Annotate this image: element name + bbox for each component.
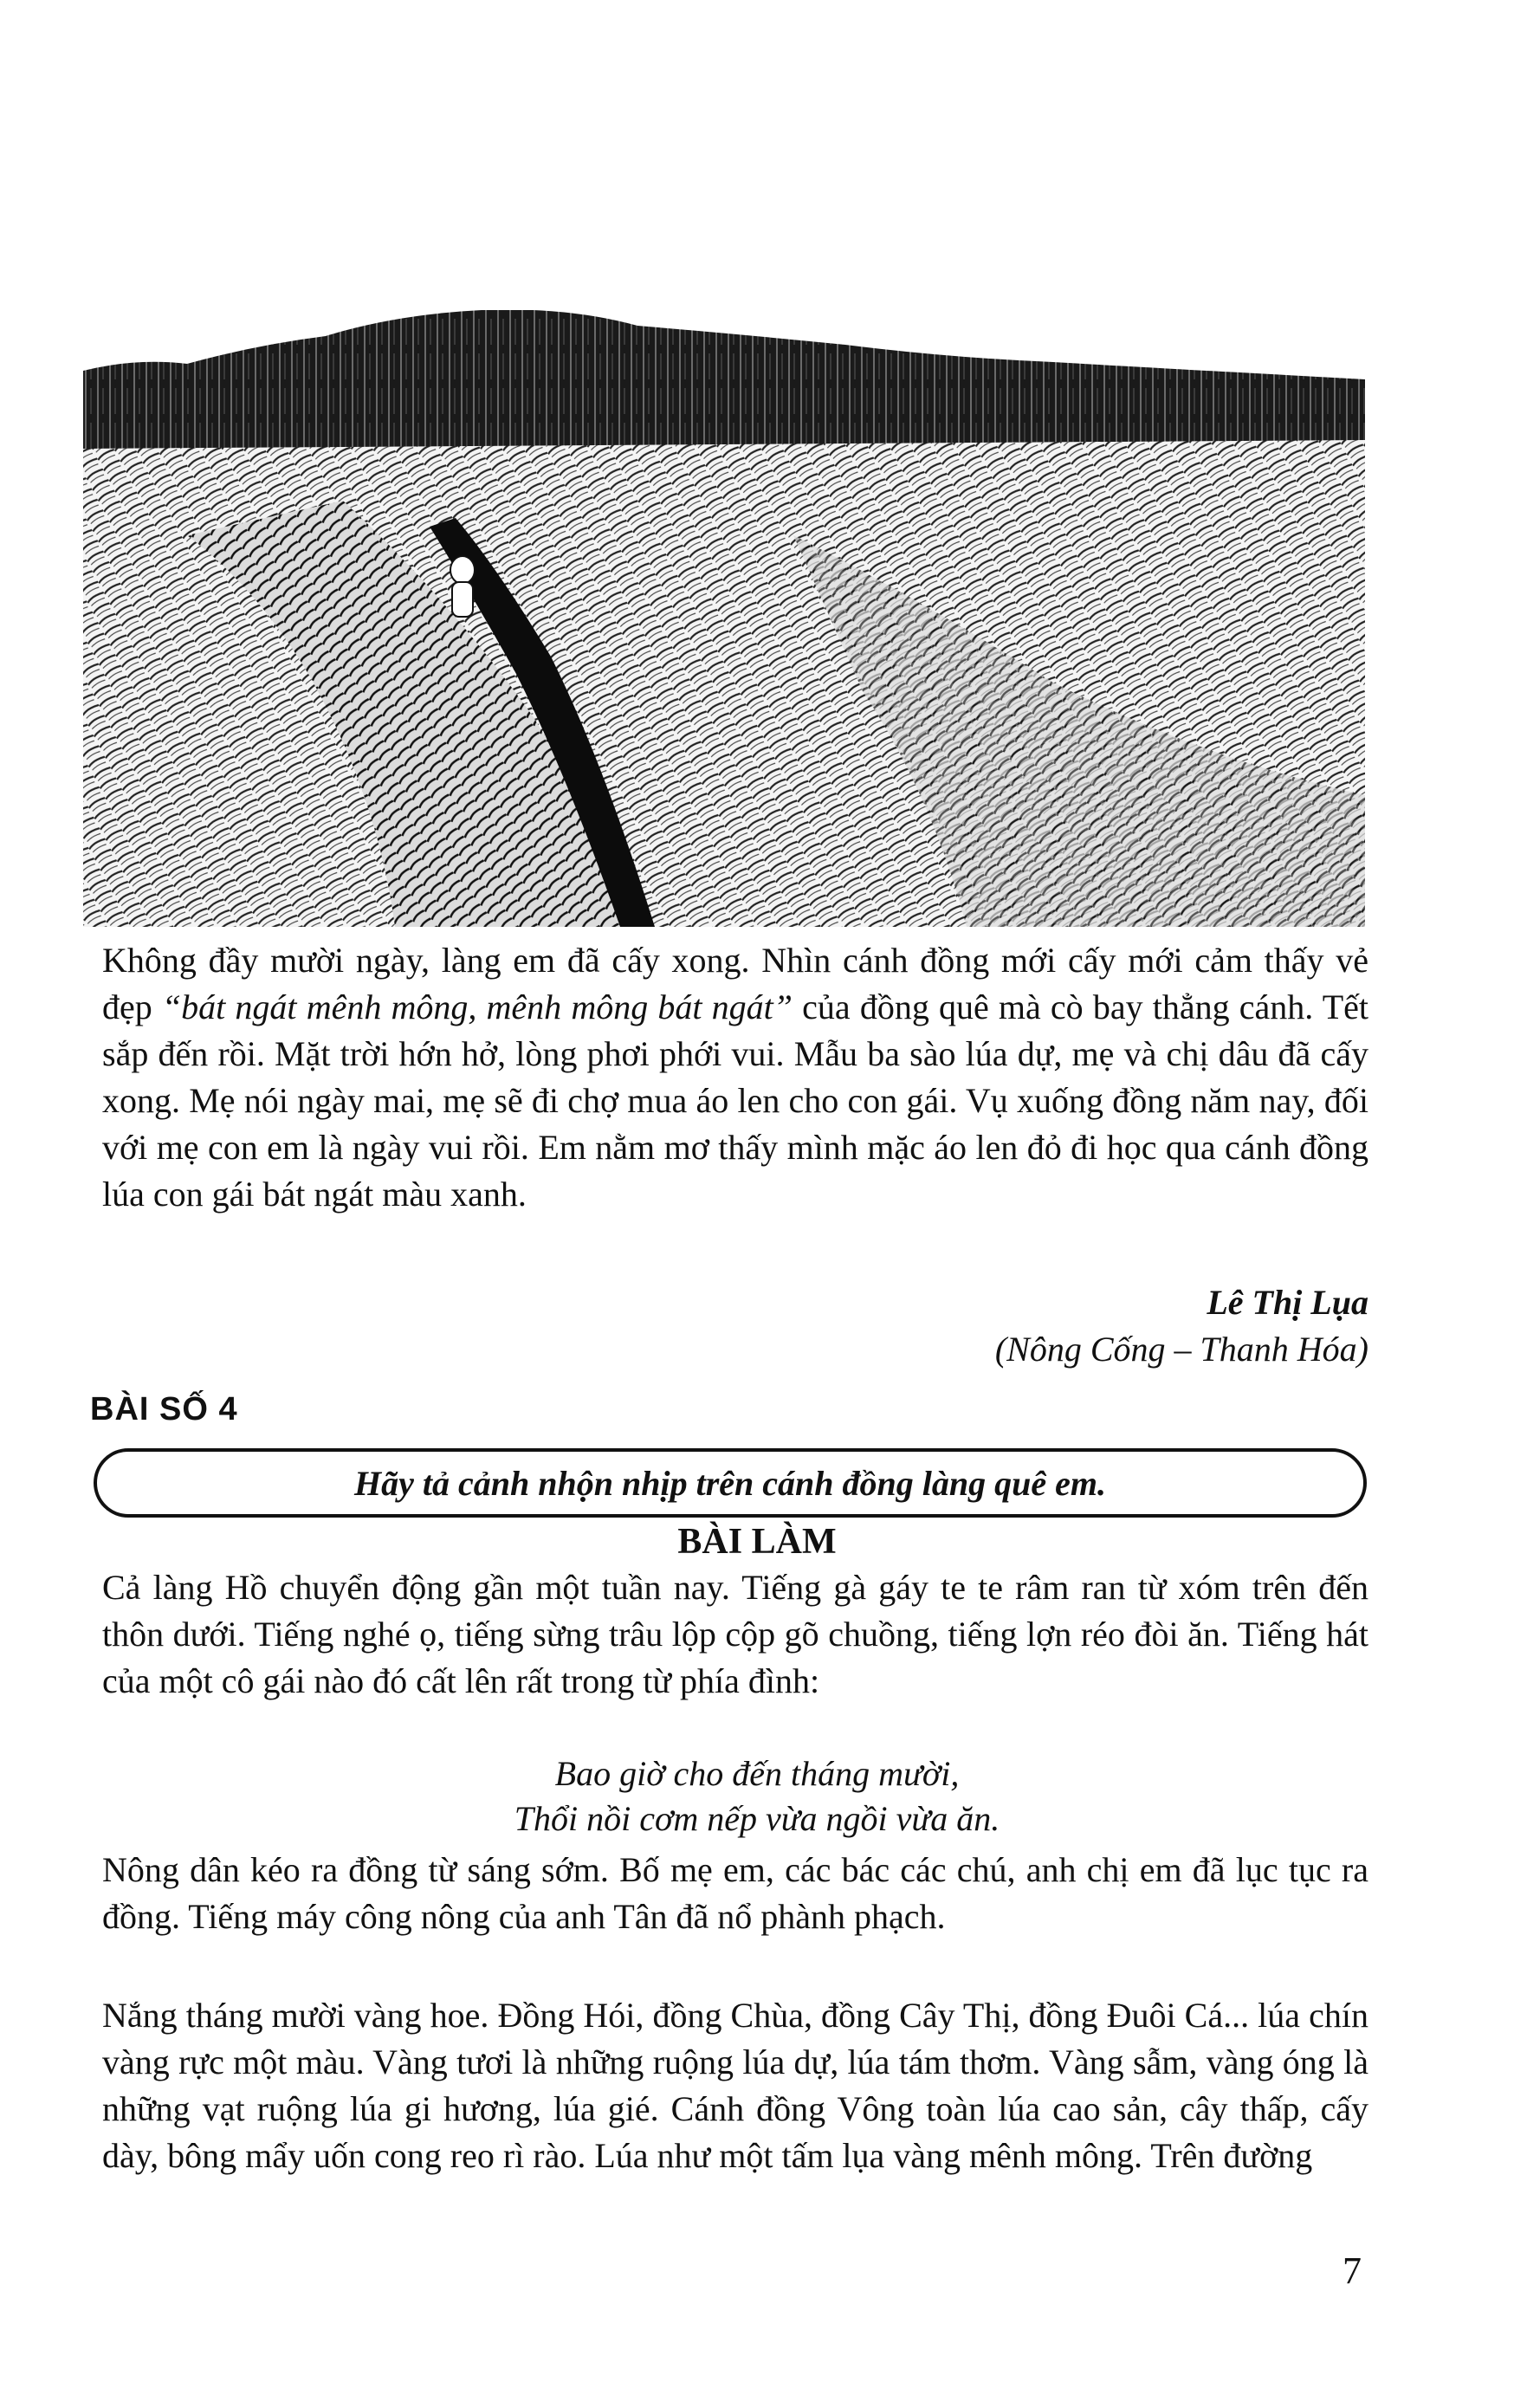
answer-paragraph-3: Nắng tháng mười vàng hoe. Đồng Hói, đồng Chùa, đồng Cây Thị, đồng Đuôi Cá... lúa chín vàng rực một màu. Vàng tươi là những ruộng lúa dự, lúa tám thơm. Vàng sẫm, vàng óng là những vạt ruộng lúa gi hương, lúa gié. Cánh đồng Vông toàn lúa cao sản, cây thấp, cấy dày, bông mẩy uốn cong reo rì rào. Lúa như một tấm lụa vàng mênh mông. Trên đường <box>102 1996 1368 2175</box>
answer-paragraph-1: Cả làng Hồ chuyển động gần một tuần nay. Tiếng gà gáy te te râm ran từ xóm trên đến thôn dưới. Tiếng nghé ọ, tiếng sừng trâu lộp cộp gõ chuồng, tiếng lợn réo đòi ăn. Tiếng hát của một cô gái nào đó cất lên rất trong từ phía đình: <box>102 1568 1368 1700</box>
author-place: (Nông Cống – Thanh Hóa) <box>994 1330 1368 1369</box>
poem-line-1: Bao giờ cho đến tháng mười, <box>554 1754 960 1793</box>
answer-paragraph-2: Nông dân kéo ra đồng từ sáng sớm. Bố mẹ em, các bác các chú, anh chị em đã lục tục ra đồng. Tiếng máy công nông của anh Tân đã nổ phành phạch. <box>102 1850 1368 1936</box>
author-name: Lê Thị Lụa <box>1207 1283 1368 1322</box>
rice-field-photo <box>83 310 1365 927</box>
task-text: Hãy tả cảnh nhộn nhịp trên cánh đồng làng quê em. <box>354 1463 1106 1503</box>
answer-title: BÀI LÀM <box>677 1522 837 1562</box>
section-heading: BÀI SỐ 4 <box>90 1391 238 1427</box>
page-number: 7 <box>1343 2249 1362 2292</box>
task-box <box>94 1448 1367 1518</box>
rice-field-photo-icon <box>83 310 1365 927</box>
story-paragraph: Không đầy mười ngày, làng em đã cấy xong. Nhìn cánh đồng mới cấy mới cảm thấy vẻ đẹp “bát ngát mênh mông, mênh mông bát ngát” của đồng quê mà cò bay thẳng cánh. Tết sắp đến rồi. Mặt trời hớn hở, lòng phơi phới vui. Mẫu ba sào lúa dự, mẹ và chị dâu đã cấy xong. Mẹ nói ngày mai, mẹ sẽ đi chợ mua áo len cho con gái. Vụ xuống đồng năm nay, đối với mẹ con em là ngày vui rồi. Em nằm mơ thấy mình mặc áo len đỏ đi học qua cánh đồng lúa con gái bát ngát màu xanh. <box>102 941 1369 1214</box>
poem-line-2: Thổi nồi cơm nếp vừa ngồi vừa ăn. <box>514 1799 1000 1838</box>
